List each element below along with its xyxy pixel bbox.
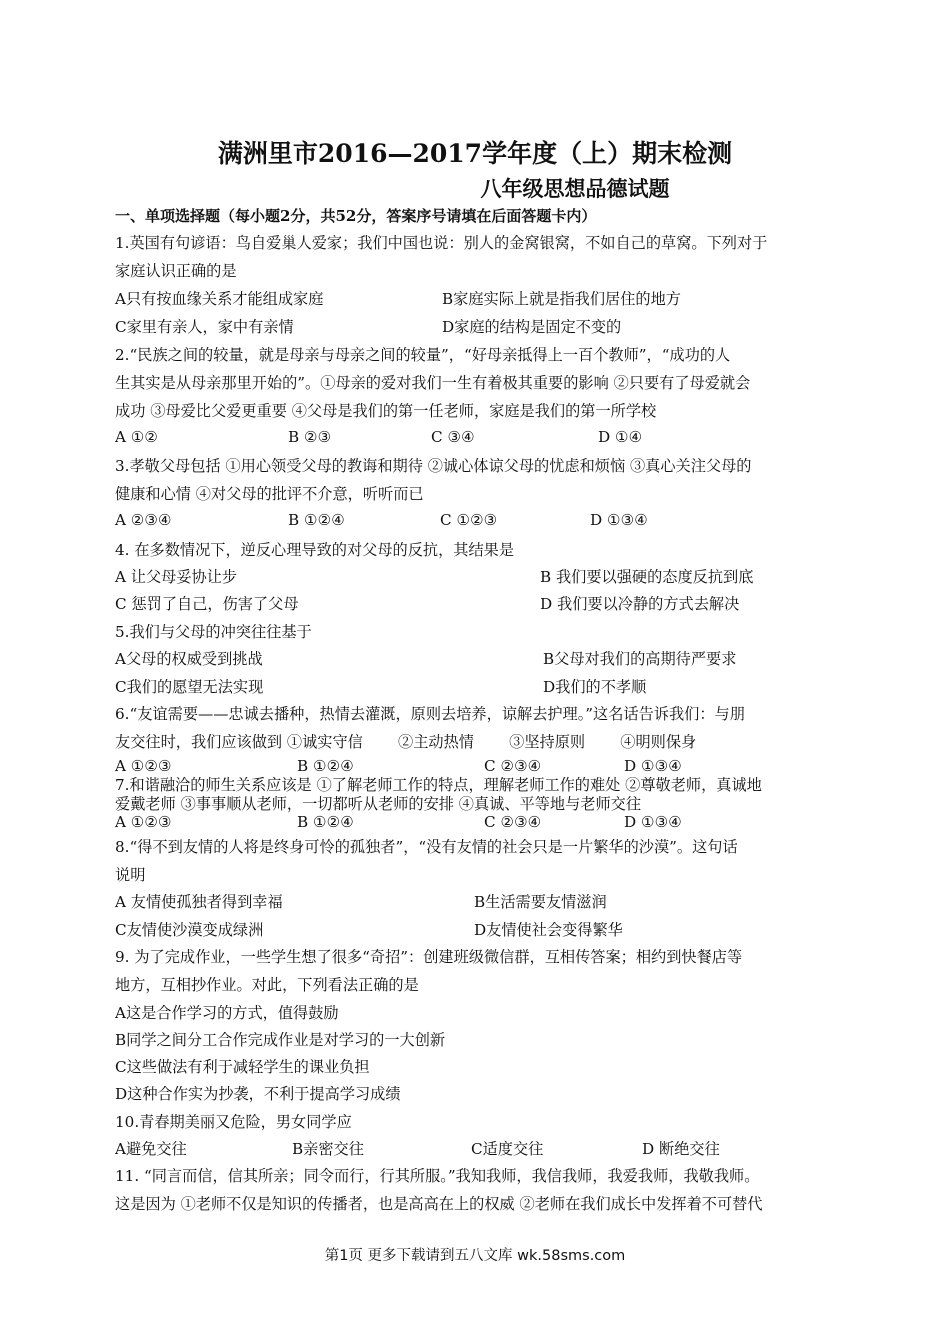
question-7-option-a: A ①②③: [115, 813, 172, 831]
question-1-option-b: B家庭实际上就是指我们居住的地方: [442, 290, 681, 308]
question-9-option-b: B同学之间分工合作完成作业是对学习的一大创新: [115, 1031, 446, 1049]
question-2-option-a: A ①②: [115, 428, 159, 446]
question-5-option-a: A父母的权威受到挑战: [115, 650, 263, 668]
question-10-option-b: B亲密交往: [292, 1140, 364, 1158]
question-10-line-1: 10.青春期美丽又危险，男女同学应: [115, 1113, 352, 1131]
question-10-option-d: D 断绝交往: [642, 1140, 720, 1158]
question-3-option-c: C ①②③: [440, 511, 498, 529]
question-3-option-b: B ①②④: [288, 511, 345, 529]
question-9-option-d: D这种合作实为抄袭，不利于提高学习成绩: [115, 1085, 401, 1103]
question-6-option-b: B ①②④: [297, 757, 354, 775]
question-6-line-2: 友交往时，我们应该做到 ①诚实守信 ②主动热情 ③坚持原则 ④明则保身: [115, 733, 697, 751]
section-heading: 一、单项选择题（每小题2分，共52分，答案序号请填在后面答题卡内）: [115, 207, 597, 225]
question-11-line-2: 这是因为 ①老师不仅是知识的传播者，也是高高在上的权威 ②老师在我们成长中发挥着不可替代: [115, 1195, 763, 1213]
question-8-option-c: C友情使沙漠变成绿洲: [115, 921, 264, 939]
question-2-option-d: D ①④: [598, 428, 643, 446]
page-subtitle: 八年级思想品德试题: [480, 176, 670, 201]
question-8-line-2: 说明: [115, 866, 146, 884]
question-3-option-d: D ①③④: [590, 511, 648, 529]
question-3-line-2: 健康和心情 ④对父母的批评不介意，听听而已: [115, 485, 424, 503]
question-4-option-a: A 让父母妥协让步: [115, 568, 238, 586]
question-4-option-c: C 惩罚了自己，伤害了父母: [115, 595, 299, 613]
question-2-line-1: 2.“民族之间的较量，就是母亲与母亲之间的较量”，“好母亲抵得上一百个教师”，“成功的人: [115, 346, 731, 364]
question-5-option-d: D我们的不孝顺: [543, 678, 647, 696]
question-3-line-1: 3.孝敬父母包括 ①用心领受父母的教诲和期待 ②诚心体谅父母的忧虑和烦恼 ③真心关注父母的: [115, 457, 752, 475]
question-11-line-1: 11. “同言而信，信其所亲；同令而行，行其所服。”我知我师，我信我师，我爱我师，我敬我师。: [115, 1167, 760, 1185]
question-7-option-c: C ②③④: [484, 813, 542, 831]
question-2-option-b: B ②③: [288, 428, 332, 446]
question-9-option-c: C这些做法有利于减轻学生的课业负担: [115, 1058, 370, 1076]
question-10-option-c: C适度交往: [471, 1140, 544, 1158]
question-1-line-1: 1.英国有句谚语：鸟自爱巢人爱家；我们中国也说：别人的金窝银窝，不如自己的草窝。下列对于: [115, 234, 768, 252]
question-9-line-1: 9. 为了完成作业，一些学生想了很多“奇招”：创建班级微信群，互相传答案；相约到快餐店等: [115, 948, 743, 966]
question-9-line-2: 地方，互相抄作业。对此，下列看法正确的是: [115, 976, 419, 994]
page-footer: 第1页 更多下载请到五八文库 wk.58sms.com: [324, 1248, 626, 1264]
question-6-option-a: A ①②③: [115, 757, 172, 775]
question-4-option-b: B 我们要以强硬的态度反抗到底: [540, 568, 754, 586]
question-6-line-1: 6.“友谊需要——忠诚去播种，热情去灌溉，原则去培养，谅解去护理。”这名话告诉我们：与朋: [115, 705, 745, 723]
page-title: 满洲里市2016—2017学年度（上）期末检测: [217, 139, 733, 168]
question-8-option-d: D友情使社会变得繁华: [474, 921, 623, 939]
question-7-option-d: D ①③④: [624, 813, 682, 831]
question-4-option-d: D 我们要以冷静的方式去解决: [540, 595, 740, 613]
question-1-line-2: 家庭认识正确的是: [115, 262, 237, 280]
question-7-line-2: 爱戴老师 ③事事顺从老师，一切都听从老师的安排 ④真诚、平等地与老师交往: [115, 795, 642, 813]
question-5-option-c: C我们的愿望无法实现: [115, 678, 264, 696]
question-6-option-d: D ①③④: [624, 757, 682, 775]
question-8-option-b: B生活需要友情滋润: [474, 893, 607, 911]
question-4-line-1: 4. 在多数情况下，逆反心理导致的对父母的反抗，其结果是: [115, 541, 515, 559]
question-9-option-a: A这是合作学习的方式，值得鼓励: [115, 1004, 339, 1022]
question-8-line-1: 8.“得不到友情的人将是终身可怜的孤独者”，“没有友情的社会只是一片繁华的沙漠”。这句话: [115, 838, 738, 856]
question-1-option-a: A只有按血缘关系才能组成家庭: [115, 290, 324, 308]
question-7-option-b: B ①②④: [297, 813, 354, 831]
question-6-option-c: C ②③④: [484, 757, 542, 775]
question-1-option-c: C家里有亲人，家中有亲情: [115, 318, 294, 336]
question-8-option-a: A 友情使孤独者得到幸福: [115, 893, 283, 911]
question-5-line-1: 5.我们与父母的冲突往往基于: [115, 623, 312, 641]
question-2-line-3: 成功 ③母爱比父爱更重要 ④父母是我们的第一任老师，家庭是我们的第一所学校: [115, 402, 657, 420]
question-2-option-c: C ③④: [431, 428, 475, 446]
question-2-line-2: 生其实是从母亲那里开始的”。①母亲的爱对我们一生有着极其重要的影响 ②只要有了母爱就会: [115, 374, 751, 392]
question-7-line-1: 7.和谐融洽的师生关系应该是 ①了解老师工作的特点，理解老师工作的难处 ②尊敬老师，真诚地: [115, 776, 762, 794]
question-5-option-b: B父母对我们的高期待严要求: [543, 650, 737, 668]
question-10-option-a: A避免交往: [115, 1140, 187, 1158]
question-3-option-a: A ②③④: [115, 511, 172, 529]
question-1-option-d: D家庭的结构是固定不变的: [442, 318, 622, 336]
